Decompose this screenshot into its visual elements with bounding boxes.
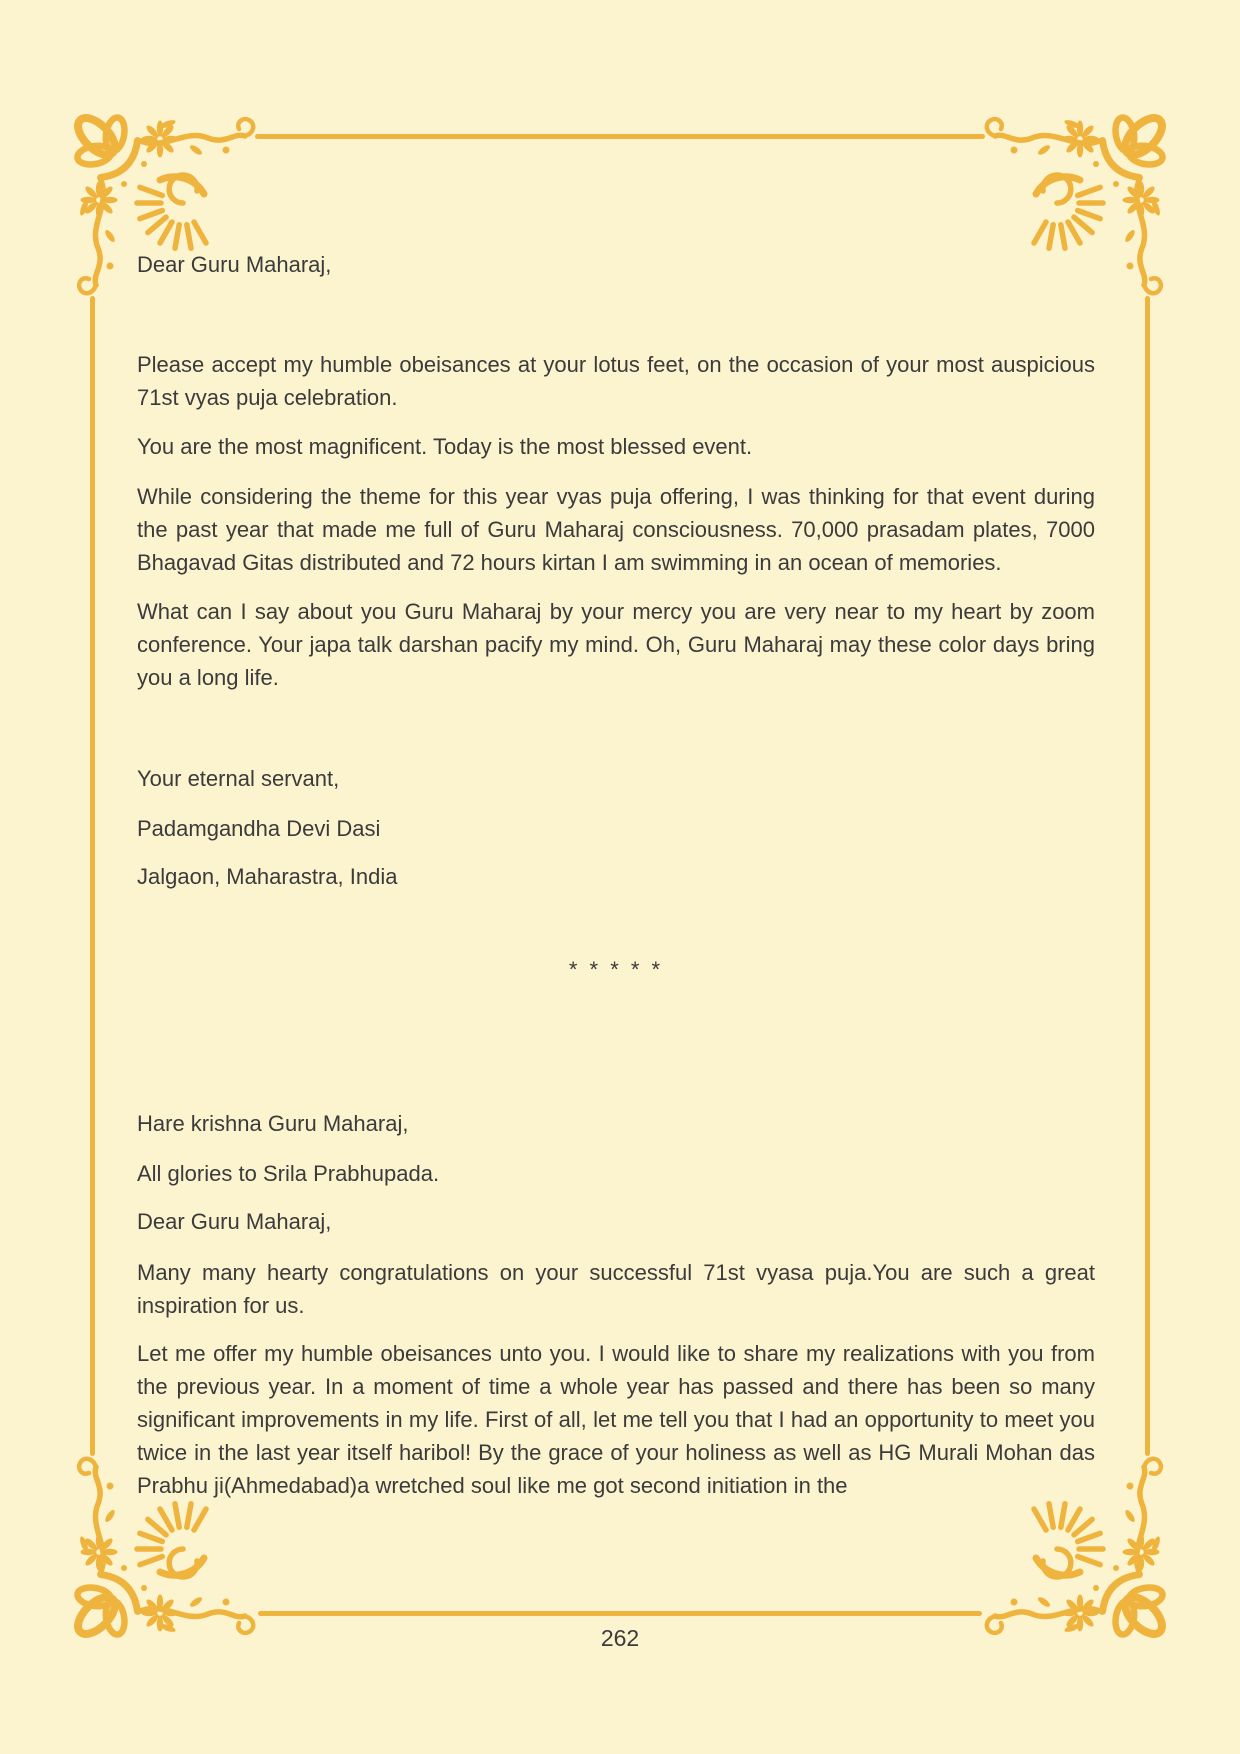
section-separator: * * * * * <box>568 957 664 982</box>
letter1-signature: Padamgandha Devi Dasi <box>137 816 381 841</box>
letter2-paragraph-2: Let me offer my humble obeisances unto you. I would like to share my realizations with you from the previous year. In a moment of time a whole year has passed and there has been so many significant improvements in my life. First of all, let me tell you that I had an opportunity to meet you twice in the last year itself haribol! By the grace of your holiness as well as HG Murali Mohan das Prabhu ji(Ahmedabad)a wretched soul like me got second initiation in the <box>137 1341 1095 1498</box>
border-bottom-line <box>258 1611 982 1616</box>
letter2-greeting: Hare krishna Guru Maharaj, <box>137 1111 409 1136</box>
letter2-glorification: All glories to Srila Prabhupada. <box>137 1161 440 1186</box>
border-top-line <box>255 134 985 139</box>
letter1-salutation: Dear Guru Maharaj, <box>137 252 332 277</box>
letter2-salutation: Dear Guru Maharaj, <box>137 1209 332 1234</box>
letter1-paragraph-4: What can I say about you Guru Maharaj by your mercy you are very near to my heart by zoom conference. Your japa talk darshan pacify my mind. Oh, Guru Maharaj may these color days bring you a long life. <box>137 599 1095 690</box>
border-right-line <box>1145 296 1150 1456</box>
page-content <box>137 248 1095 1518</box>
page-number: 262 <box>600 1625 640 1651</box>
letter1-closing: Your eternal servant, <box>137 766 340 791</box>
letter1-paragraph-3: While considering the theme for this year vyas puja offering, I was thinking for that event during the past year that made me full of Guru Maharaj consciousness. 70,000 prasadam plates, 7000 Bhagavad Gitas distributed and 72 hours kirtan I am swimming in an ocean of memories. <box>137 484 1095 575</box>
letter1-paragraph-2: You are the most magnificent. Today is the most blessed event. <box>137 434 753 459</box>
letter2-paragraph-1: Many many hearty congratulations on your successful 71st vyasa puja.You are such a great inspiration for us. <box>137 1260 1095 1318</box>
letter1-location: Jalgaon, Maharastra, India <box>137 864 398 889</box>
border-left-line <box>90 296 95 1456</box>
letter1-paragraph-1: Please accept my humble obeisances at your lotus feet, on the occasion of your most auspicious 71st vyas puja celebration. <box>137 352 1095 410</box>
